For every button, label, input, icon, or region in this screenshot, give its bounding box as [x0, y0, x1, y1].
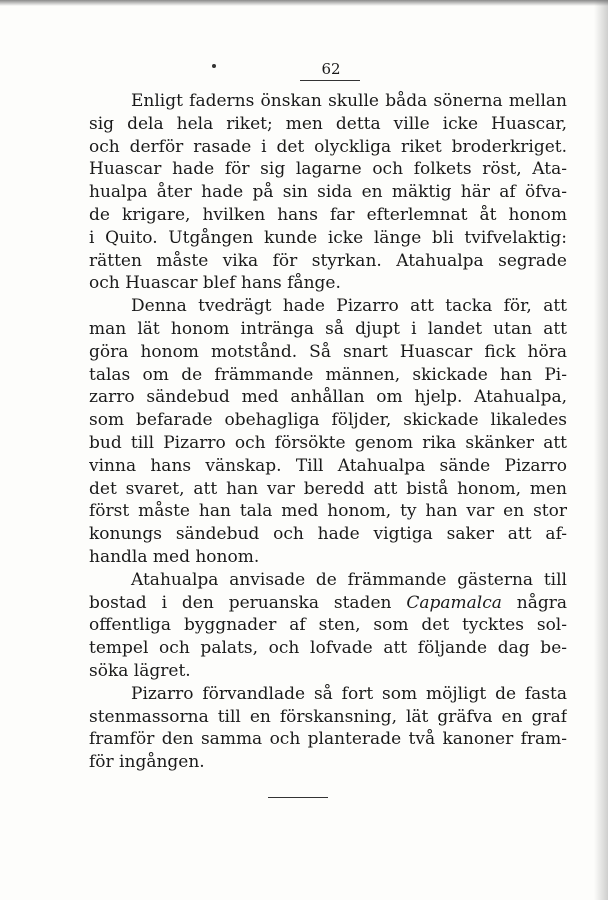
text-line: söka lägret.	[89, 660, 191, 681]
text-line: Denna tvedrägt hade Pizarro att tacka för, att	[131, 296, 567, 317]
text-line: och derför rasade i det olyckliga riket broderkriget.	[89, 136, 567, 157]
text-line: och Huascar blef hans fånge.	[89, 273, 341, 294]
text-line: Enligt faderns önskan skulle båda sönerna mellan	[131, 91, 567, 111]
text-line: man lät honom intränga så djupt i landet utan att	[89, 318, 567, 339]
text-line: som befarade obehagliga följder, skickade likaledes	[89, 410, 567, 431]
text-fragment: bostad i den peruanska staden	[89, 592, 392, 613]
text-line: i Quito. Utgången kunde icke länge bli tvifvelaktig:	[89, 227, 567, 248]
text-line: Pizarro förvandlade så fort som möjligt de fasta	[131, 683, 567, 704]
text-line	[89, 592, 567, 615]
text-line: sig dela hela riket; men detta ville icke Huascar,	[89, 113, 567, 134]
text-line: Atahualpa anvisade de främmande gästerna till	[131, 569, 567, 590]
text-line: rätten måste vika för styrkan. Atahualpa segrade	[89, 250, 567, 271]
text-line: först måste han tala med honom, ty han var en stor	[89, 501, 567, 522]
text-line: tempel och palats, och lofvade att följande dag be-	[89, 638, 567, 659]
text-line: göra honom motstånd. Så snart Huascar fick höra	[89, 341, 567, 362]
page-right-edge	[594, 0, 608, 900]
text-line: de krigare, hvilken hans far efterlemnat åt honom	[89, 204, 567, 225]
text-line: handla med honom.	[89, 546, 260, 567]
text-line: hualpa åter hade på sin sida en mäktig här af öfva-	[89, 182, 567, 203]
text-line: framför den samma och planterade två kanoner fram-	[89, 729, 567, 750]
text-line: stenmassorna till en förskansning, lät gräfva en graf	[89, 706, 567, 727]
text-line: bud till Pizarro och försökte genom rika skänker att	[89, 432, 567, 453]
text-line: Huascar hade för sig lagarne och folkets röst, Ata-	[89, 159, 567, 180]
ink-dot	[212, 64, 216, 68]
text-line: offentliga byggnader af sten, som det tycktes sol-	[89, 615, 567, 636]
text-line: talas om de främmande männen, skickade han Pi-	[89, 364, 567, 385]
text-line: vinna hans vänskap. Till Atahualpa sände Pizarro	[89, 455, 567, 476]
text-line: för ingången.	[89, 752, 205, 773]
place-name-italic: Capamalca	[406, 592, 502, 613]
page-number: 62	[321, 60, 341, 78]
body-text	[89, 90, 567, 774]
text-line: zarro sändebud med anhållan om hjelp. Atahualpa,	[89, 387, 567, 408]
page-number-rule	[300, 80, 360, 81]
text-line: konungs sändebud och hade vigtiga saker att af-	[89, 524, 567, 545]
end-rule	[268, 797, 328, 798]
text-line: det svaret, att han var beredd att bistå honom, men	[89, 478, 567, 499]
page-top-edge	[0, 0, 608, 6]
text-fragment: några	[516, 592, 567, 613]
